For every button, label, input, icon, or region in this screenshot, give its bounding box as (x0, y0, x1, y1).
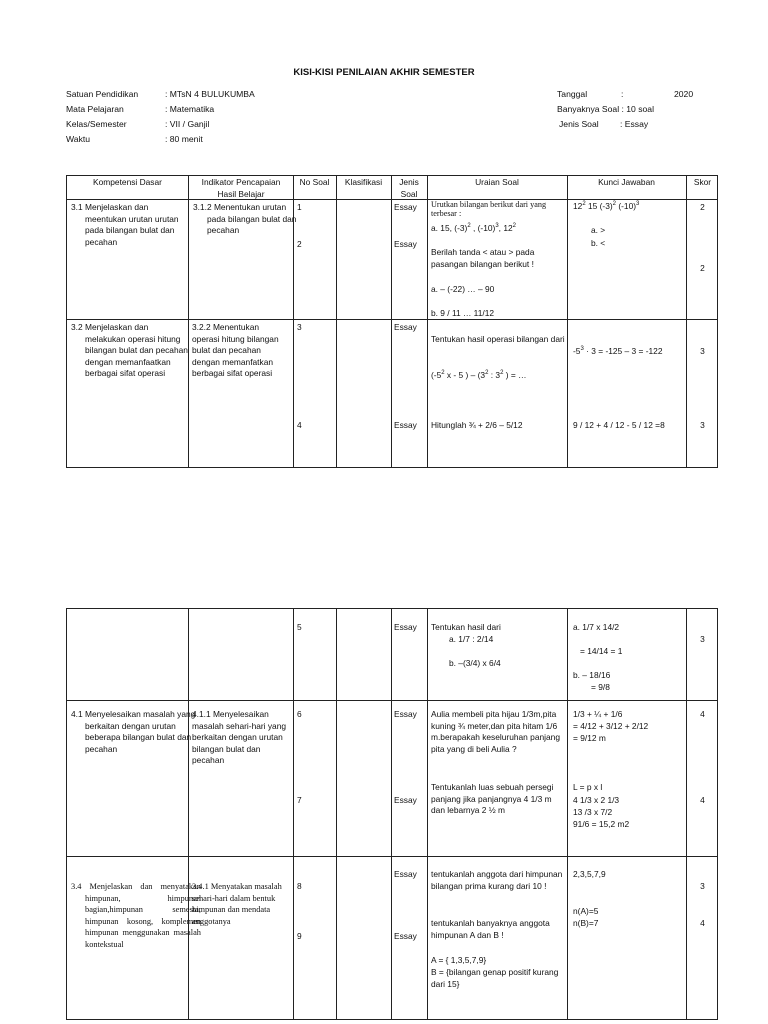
col-header-no-soal: No Soal (299, 177, 330, 187)
kisi-kisi-table-page2 (66, 608, 718, 1020)
no-soal-5: 5 (297, 622, 302, 632)
kunci-jawaban-2-b: b. < (591, 238, 606, 248)
uraian-soal-9: tentukanlah banyaknya anggota himpunan A dan B ! (431, 918, 550, 940)
jenis-soal-6: Essay (394, 709, 417, 719)
skor-1: 2 (700, 202, 705, 212)
uraian-soal-1-item: a. 15, $(-3)^2$ , $(-10)^3$, $12^2$ (431, 223, 516, 233)
info-banyak-soal: Banyaknya Soal : 10 soal (557, 104, 654, 114)
kunci-jawaban-3: $-5^3 \cdot 3 = -125 - 3 = -122$ (573, 346, 663, 356)
no-soal-4: 4 (297, 420, 302, 430)
uraian-soal-7: Tentukanlah luas sebuah persegi panjang jika panjangnya 4 1/3 m dan lebarnya 2 ½ m (431, 782, 554, 816)
kunci-jawaban-4: 9 / 12 + 4 / 12 - 5 / 12 =8 (573, 420, 665, 430)
skor-4: 3 (700, 420, 705, 430)
kunci-jawaban-8: 2,3,5,7,9 (573, 869, 606, 879)
skor-5: 3 (700, 634, 705, 644)
info-value-satuan: : MTsN 4 BULUKUMBA (165, 89, 255, 99)
no-soal-2: 2 (297, 239, 302, 249)
uraian-soal-3-expr: ($-5^2$ x - 5 ) – ($3^2$ : $3^2$ ) = … (431, 370, 527, 380)
col-header-skor: Skor (693, 177, 712, 187)
col-header-uraian-soal: Uraian Soal (475, 177, 519, 187)
jenis-soal-5: Essay (394, 622, 417, 632)
uraian-soal-9-set-b: B = {bilangan genap positif kurang dari 15} (431, 967, 559, 989)
kunci-jawaban-7-b: 4 1/3 x 2 1/3 (573, 795, 620, 805)
uraian-soal-2-a: a. – (-22) … – 90 (431, 284, 495, 294)
kunci-jawaban-6-a: 1/3 + ¼ + 1/6 (573, 709, 623, 719)
kunci-jawaban-5-b: = 14/14 = 1 (580, 646, 623, 656)
kunci-jawaban-6-c: = 9/12 m (573, 733, 606, 743)
info-colon-tanggal: : (621, 89, 624, 99)
skor-9: 4 (700, 918, 705, 928)
indikator-3-1-2: 3.1.2 Menentukan urutan pada bilangan bulat dan pecahan (193, 202, 297, 236)
info-label-satuan: Satuan Pendidikan (66, 89, 139, 99)
document-title: KISI-KISI PENILAIAN AKHIR SEMESTER (293, 67, 475, 78)
kunci-jawaban-7-d: 91/6 = 15,2 m2 (573, 819, 630, 829)
no-soal-6: 6 (297, 709, 302, 719)
kunci-jawaban-9-b: n(B)=7 (573, 918, 599, 928)
uraian-soal-8: tentukanlah anggota dari himpunan bilangan prima kurang dari 10 ! (431, 869, 563, 891)
uraian-soal-5-b: b. –(3/4) x 6/4 (449, 658, 501, 668)
info-value-mapel: : Matematika (165, 104, 215, 114)
info-label-tanggal: Tanggal (557, 89, 588, 99)
uraian-soal-2-b: b. 9 / 11 … 11/12 (431, 308, 495, 318)
info-label-kelas: Kelas/Semester (66, 119, 127, 129)
uraian-soal-3: Tentukan hasil operasi bilangan dari (431, 334, 565, 344)
uraian-soal-4: Hitunglah ¾ + 2/6 – 5/12 (431, 420, 523, 430)
col-header-indikator: Indikator Pencapaian Hasil Belajar (201, 177, 281, 199)
kunci-jawaban-5-d: = 9/8 (591, 682, 610, 692)
info-value-tanggal: 2020 (674, 89, 694, 99)
uraian-soal-5-a: a. 1/7 : 2/14 (449, 634, 494, 644)
info-value-kelas: : VII / Ganjil (165, 119, 210, 129)
kunci-jawaban-7-a: L = p x l (573, 782, 603, 792)
kd-3-4: 3.4 Menjelaskan dan menyatakan himpunan, himpunan bagian,himpunan semesta, himpunan kosong, komplemen himpunan menggunakan masalah kontekstual (71, 882, 201, 949)
jenis-soal-4: Essay (394, 420, 417, 430)
skor-7: 4 (700, 795, 705, 805)
no-soal-1: 1 (297, 202, 302, 212)
kunci-jawaban-1: $12^2$ 15 $(-3)^2$ $(-10)^3$ (573, 201, 640, 211)
col-header-kunci-jawaban: Kunci Jawaban (598, 177, 655, 187)
kunci-jawaban-2-a: a. > (591, 225, 606, 235)
skor-6: 4 (700, 709, 705, 719)
kd-3-2: 3.2 Menjelaskan dan melakukan operasi hitung bilangan bulat dan pecahan dengan memanfaatkan berbagai sifat operasi (71, 322, 188, 379)
jenis-soal-2: Essay (394, 239, 417, 249)
no-soal-3: 3 (297, 322, 302, 332)
uraian-soal-2: Berilah tanda < atau > pada pasangan bilangan berikut ! (431, 247, 535, 269)
jenis-soal-9: Essay (394, 931, 417, 941)
kd-4-1: 4.1 Menyelesaikan masalah yang berkaitan dengan urutan beberapa bilangan bulat dan pecahan (71, 709, 196, 754)
uraian-soal-5: Tentukan hasil dari (431, 622, 501, 632)
kunci-jawaban-7-c: 13 /3 x 7/2 (573, 807, 613, 817)
uraian-soal-6: Aulia membeli pita hijau 1/3m,pita kuning ¾ meter,dan pita hitam 1/6 m.berapakah keseluruhan panjang pita yang di beli Aulia ? (431, 709, 560, 754)
jenis-soal-8: Essay (394, 869, 417, 879)
info-label-mapel: Mata Pelajaran (66, 104, 124, 114)
col-header-kompetensi: Kompetensi Dasar (93, 177, 162, 187)
jenis-soal-7: Essay (394, 795, 417, 805)
jenis-soal-3: Essay (394, 322, 417, 332)
skor-3: 3 (700, 346, 705, 356)
info-value-jenis-soal: : Essay (620, 119, 649, 129)
uraian-soal-9-set-a: A = { 1,3,5,7,9} (431, 955, 487, 965)
skor-2: 2 (700, 263, 705, 273)
kunci-jawaban-5-c: b. – 18/16 (573, 670, 611, 680)
indikator-4-1-1: 4.1.1 Menyelesaikan masalah sehari-hari yang berkaitan dengan urutan bilangan bulat dan pecahan (192, 709, 287, 766)
no-soal-7: 7 (297, 795, 302, 805)
indikator-3-4-1: 3.4.1 Menyatakan masalah sehari-hari dalam bentuk himpunan dan mendata anggotanya (192, 882, 282, 926)
col-header-klasifikasi: Klasifikasi (344, 177, 383, 187)
kunci-jawaban-5-a: a. 1/7 x 14/2 (573, 622, 620, 632)
info-value-waktu: : 80 menit (165, 134, 203, 144)
kunci-jawaban-9-a: n(A)=5 (573, 906, 599, 916)
kd-3-1: 3.1 Menjelaskan dan meentukan urutan urutan pada bilangan bulat dan pecahan (71, 202, 179, 247)
skor-8: 3 (700, 881, 705, 891)
info-label-jenis-soal: Jenis Soal (559, 119, 599, 129)
indikator-3-2-2: 3.2.2 Menentukan operasi hitung bilangan bulat dan pecahan dengan memanfatkan berbagai sifat operasi (192, 322, 279, 379)
kunci-jawaban-6-b: = 4/12 + 3/12 + 2/12 (573, 721, 649, 731)
jenis-soal-1: Essay (394, 202, 417, 212)
info-label-waktu: Waktu (66, 134, 91, 144)
no-soal-9: 9 (297, 931, 302, 941)
no-soal-8: 8 (297, 881, 302, 891)
uraian-soal-1: Urutkan bilangan berikut dari yang terbesar : (431, 200, 547, 219)
kisi-kisi-table-page1 (66, 175, 718, 468)
col-header-jenis-soal: Jenis Soal (399, 177, 419, 199)
